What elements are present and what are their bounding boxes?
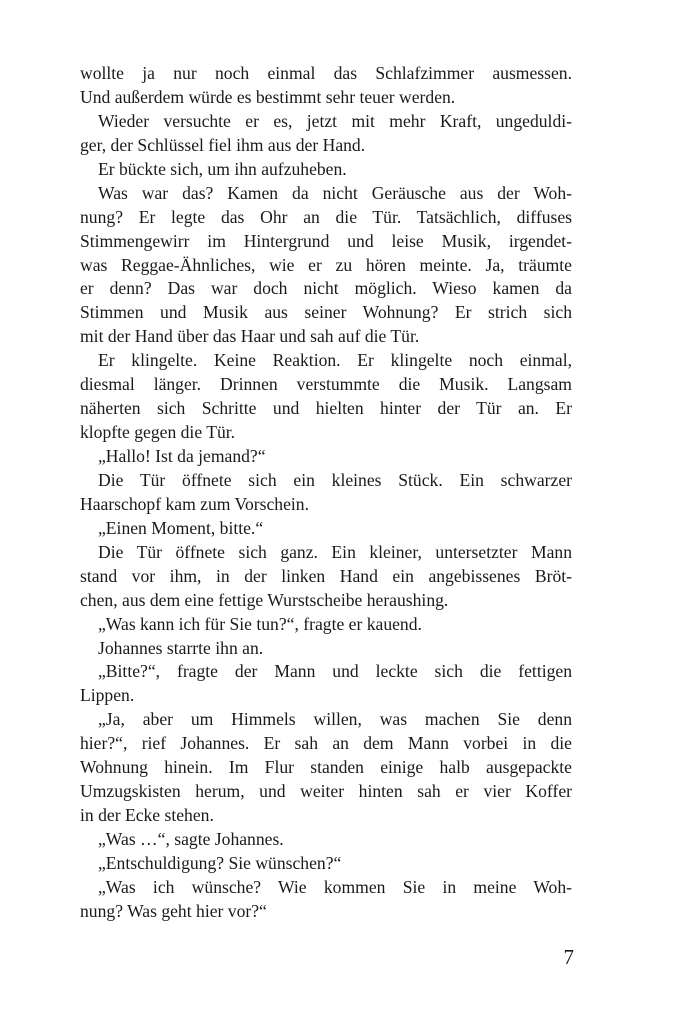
text-line: Er klingelte. Keine Reaktion. Er klingelte noch einmal, [98,350,572,371]
text-line: Die Tür öffnete sich ganz. Ein kleiner, untersetzter Mann [98,541,572,562]
text-line: Wohnung hinein. Im Flur standen einige halb ausgepackte [80,757,572,778]
text-line: „Bitte?“, fragte der Mann und leckte sich die fettigen [98,661,572,682]
page-number: 7 [563,945,574,969]
text-line: mit der Hand über das Haar und sah auf die Tür. [80,326,420,347]
text-line: Stimmengewirr im Hintergrund und leise Musik, irgendet- [80,230,572,251]
text-line: Wieder versuchte er es, jetzt mit mehr Kraft, ungeduldi- [98,110,572,131]
text-line: „Was …“, sagte Johannes. [98,829,284,849]
text-line: diesmal länger. Drinnen verstummte die Musik. Langsam [80,374,572,395]
text-line: „Entschuldigung? Sie wünschen?“ [98,852,342,873]
text-line: Lippen. [80,685,135,706]
text-line: Was war das? Kamen da nicht Geräusche aus der Woh- [98,182,572,203]
text-line: was Reggae-Ähnliches, wie er zu hören meinte. Ja, träumte [80,254,572,275]
text-line: in der Ecke stehen. [80,805,214,826]
text-line: nung? Was geht hier vor?“ [80,900,267,921]
text-line: Haarschopf kam zum Vorschein. [80,493,309,514]
text-line: chen, aus dem eine fettige Wurstscheibe heraushing. [80,589,449,610]
text-line: „Was ich wünsche? Wie kommen Sie in meine Woh- [98,876,572,897]
text-line: hier?“, rief Johannes. Er sah an dem Mann vorbei in die [80,733,572,754]
text-line: Er bückte sich, um ihn aufzuheben. [98,158,347,179]
text-line: nung? Er legte das Ohr an die Tür. Tatsächlich, diffuses [80,206,572,227]
text-line: Stimmen und Musik aus seiner Wohnung? Er strich sich [80,302,572,323]
text-line: wollte ja nur noch einmal das Schlafzimmer ausmessen. [80,63,572,83]
text-line: stand vor ihm, in der linken Hand ein angebissenes Bröt- [80,565,572,586]
text-line: klopfte gegen die Tür. [80,422,236,443]
text-line: Johannes starrte ihn an. [98,637,264,658]
body-text [80,62,572,924]
text-line: „Hallo! Ist da jemand?“ [98,446,266,466]
text-line: „Was kann ich für Sie tun?“, fragte er kauend. [98,613,422,634]
text-line: Die Tür öffnete sich ein kleines Stück. Ein schwarzer [98,469,572,490]
text-line: „Ja, aber um Himmels willen, was machen Sie denn [98,709,572,730]
text-line: näherten sich Schritte und hielten hinter der Tür an. Er [80,398,572,419]
text-line: Umzugskisten herum, und weiter hinten sah er vier Koffer [80,781,572,802]
text-line: Und außerdem würde es bestimmt sehr teuer werden. [80,86,456,107]
text-line: „Einen Moment, bitte.“ [98,517,264,538]
text-line: ger, der Schlüssel fiel ihm aus der Hand. [80,134,366,155]
text-line: er denn? Das war doch nicht möglich. Wieso kamen da [80,278,572,299]
